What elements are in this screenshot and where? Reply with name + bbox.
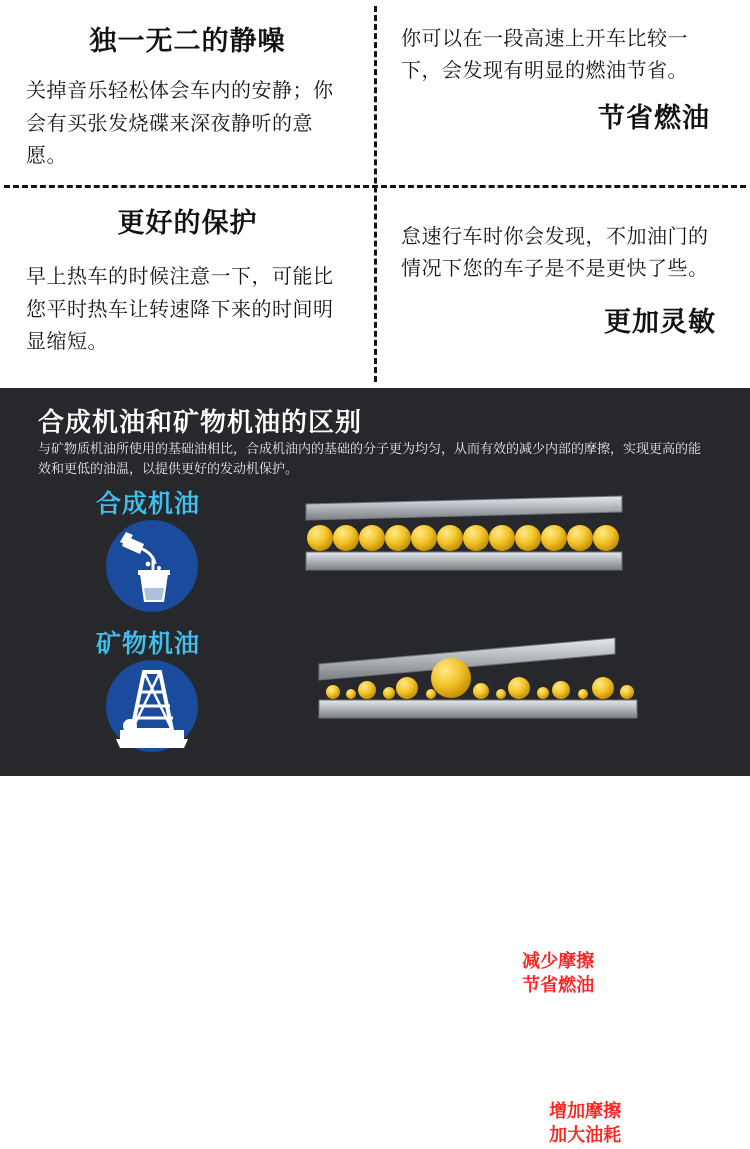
feature-cell-more-responsive [375, 186, 750, 388]
label-mineral-oil: 矿物机油 [96, 629, 201, 658]
caption-uniform-result-line1: 减少摩擦 [522, 951, 595, 972]
feature-heading-better-protection: 更好的保护 [117, 208, 258, 239]
caption-uneven [404, 1100, 621, 1149]
caption-uneven-result-line2: 加大油耗 [549, 1125, 622, 1147]
feature-heading-fuel-saving: 节省燃油 [598, 102, 710, 134]
caption-uniform [394, 950, 594, 999]
feature-body-quiet: 关掉音乐轻松体会车内的安静；你会有买张发烧碟来深夜静听的意愿。 [26, 78, 334, 168]
feature-heading-quiet: 独一无二的静噪 [89, 26, 286, 57]
divider-horizontal [4, 185, 746, 188]
feature-body-better-protection: 早上热车的时候注意一下，可能比您平时热车让转速降下来的时间明显缩短。 [26, 264, 334, 354]
caption-uneven-result [549, 1100, 621, 1149]
beaker-pour-icon [100, 518, 204, 614]
caption-uniform-text: 均一的分子 [394, 966, 479, 987]
feature-body-fuel-saving: 你可以在一段高速上开车比较一下，会发现有明显的燃油节省。 [401, 26, 688, 83]
feature-heading-more-responsive: 更加灵敏 [604, 306, 716, 338]
oil-derrick-icon [100, 656, 204, 756]
comparison-panel [0, 388, 750, 1147]
label-synthetic-oil: 合成机油 [96, 489, 201, 518]
panel-title: 合成机油和矿物机油的区别 [38, 408, 363, 438]
feature-cell-fuel-saving [375, 0, 750, 186]
diagram-uniform-molecules [300, 494, 630, 584]
caption-uneven-result-line1: 增加摩擦 [549, 1101, 622, 1122]
caption-uniform-result-line2: 节省燃油 [522, 975, 595, 997]
feature-cell-quiet [0, 0, 375, 186]
caption-uneven-equals: = [520, 1113, 536, 1135]
caption-uniform-result [522, 950, 594, 999]
feature-body-more-responsive: 怠速行车时你会发现，不加油门的情况下您的车子是不是更快了些。 [401, 224, 709, 281]
caption-uniform-equals: = [493, 963, 509, 985]
diagram-uneven-molecules [315, 638, 645, 728]
panel-subtitle: 与矿物质机油所使用的基础油相比，合成机油内的基础的分子更为均匀，从而有效的减少内部的摩擦，实现更高的能效和更低的油温，以提供更好的发动机保护。 [38, 442, 702, 478]
divider-vertical [374, 6, 377, 382]
caption-uneven-text: 分子大小不一 [404, 1116, 506, 1137]
feature-grid [0, 0, 750, 388]
feature-cell-better-protection [0, 186, 375, 388]
